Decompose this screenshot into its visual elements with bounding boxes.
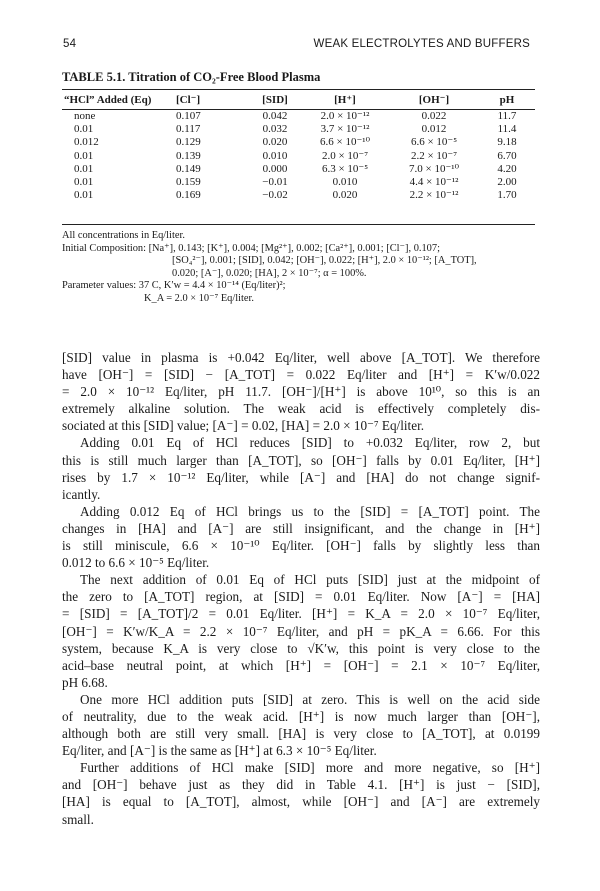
- body-line: and [OH⁻] behave just as they did in Table 4.1. [H⁺] is just − [SID],: [62, 777, 540, 793]
- cell-hcl-added: 0.012: [74, 136, 99, 149]
- body-line: although both are still very small. [HA] is very close to [A_TOT], at 0.0199: [62, 726, 540, 742]
- body-line: have [OH⁻] = [SID] − [A_TOT] = 0.022 Eq/liter and [H⁺] = K′w/0.022: [62, 367, 540, 383]
- cell-oh: 2.2 × 10⁻⁷: [410, 149, 458, 162]
- cell-hcl-added: 0.01: [74, 176, 94, 189]
- table-note-line: 0.020; [A⁻], 0.020; [HA], 2 × 10⁻⁷; α = 100%.: [172, 267, 367, 279]
- table-note-line: Parameter values: 37 C, K′w = 4.4 × 10⁻¹⁴ (Eq/liter)²;: [62, 280, 286, 292]
- body-line: extremely alkaline solution. The weak acid is effectively completely dis-: [62, 401, 540, 417]
- table-bottom-rule: [62, 224, 535, 225]
- table-note-line: K_A = 2.0 × 10⁻⁷ Eq/liter.: [144, 292, 255, 304]
- cell-sid: 0.010: [262, 149, 288, 162]
- titration-table: [62, 92, 535, 202]
- cell-ph: 1.70: [497, 189, 517, 202]
- col-header-cl: [Cl⁻]: [174, 92, 249, 110]
- body-line: the zero to [A_TOT] region, at [SID] = 0.01 Eq/liter. Now [A⁻] = [HA]: [62, 589, 540, 605]
- cell-h: 6.3 × 10⁻⁵: [321, 162, 369, 175]
- cell-ph: 6.70: [497, 149, 517, 162]
- table-header-row: [62, 92, 535, 110]
- cell-oh: 2.2 × 10⁻¹²: [409, 189, 459, 202]
- cell-h: 2.0 × 10⁻¹²: [320, 110, 370, 122]
- body-line: system, because K_A is very close to √K′w, this point is very close to the: [62, 640, 540, 656]
- cell-hcl-added: 0.01: [74, 162, 94, 175]
- body-line: acid–base neutral point, at which [H⁺] = [OH⁻] = 2.1 × 10⁻⁷ Eq/liter,: [62, 657, 540, 673]
- col-header-oh: [OH⁻]: [389, 92, 479, 110]
- cell-sid: 0.000: [262, 162, 288, 175]
- col-header-hcl-added: “HCl” Added (Eq): [62, 92, 174, 110]
- table-title: TABLE 5.1. Titration of CO₂-Free Blood Plasma: [62, 70, 321, 84]
- table-note-line: [SO₄²⁻], 0.001; [SID], 0.042; [OH⁻], 0.022; [H⁺], 2.0 × 10⁻¹²; [A_TOT],: [172, 255, 477, 267]
- cell-sid: 0.020: [262, 136, 288, 149]
- cell-hcl-added: 0.01: [74, 123, 94, 136]
- running-head: WEAK ELECTROLYTES AND BUFFERS: [313, 38, 530, 50]
- body-line: = [SID] = [A_TOT]/2 = 0.01 Eq/liter. [H⁺] = K_A = 2.0 × 10⁻⁷ Eq/liter,: [62, 606, 540, 622]
- table-row: [62, 123, 535, 136]
- cell-oh: 0.012: [421, 123, 447, 136]
- cell-cl: 0.149: [176, 162, 201, 175]
- table-row: [62, 189, 535, 202]
- body-line: icantly.: [62, 486, 101, 502]
- body-line: [HA] is equal to [A_TOT], almost, while [OH⁻] and [A⁻] are extremely: [62, 794, 540, 810]
- col-header-ph: pH: [479, 92, 535, 110]
- cell-h: 3.7 × 10⁻¹²: [320, 123, 370, 136]
- body-line: is still miniscule, 6.6 × 10⁻¹⁰ Eq/liter. [OH⁻] falls by slightly less than: [62, 538, 540, 554]
- cell-ph: 2.00: [497, 176, 517, 189]
- cell-cl: 0.129: [176, 136, 201, 149]
- cell-ph: 4.20: [497, 162, 517, 175]
- table-row: [62, 110, 535, 124]
- cell-ph: 11.4: [497, 123, 517, 136]
- body-line: Adding 0.012 Eq of HCl brings us to the [SID] = [A_TOT] point. The: [80, 503, 540, 519]
- cell-cl: 0.169: [176, 189, 201, 202]
- body-line: sociated at this [SID] value; [A⁻] = 0.02, [HA] = 2.0 × 10⁻⁷ Eq/liter.: [62, 418, 425, 434]
- table-row: [62, 136, 535, 149]
- cell-cl: 0.117: [176, 123, 201, 136]
- body-paragraph: [62, 434, 540, 502]
- cell-oh: 4.4 × 10⁻¹²: [409, 176, 459, 189]
- table-top-rule: [62, 89, 535, 90]
- body-line: [SID] value in plasma is +0.042 Eq/liter, well above [A_TOT]. We therefore: [62, 350, 540, 365]
- body-paragraph: [62, 759, 540, 827]
- body-paragraph: [62, 349, 540, 434]
- cell-oh: 6.6 × 10⁻⁵: [410, 136, 458, 149]
- col-header-sid: [SID]: [249, 92, 301, 110]
- body-line: Eq/liter, and [A⁻] is the same as [H⁺] at 6.3 × 10⁻⁵ Eq/liter.: [62, 743, 377, 759]
- cell-cl: 0.139: [176, 149, 201, 162]
- table-body: [62, 110, 535, 203]
- cell-h: 0.010: [332, 176, 358, 189]
- page-number: 54: [63, 38, 77, 50]
- cell-h: 6.6 × 10⁻¹⁰: [320, 136, 370, 149]
- cell-oh: 0.022: [421, 110, 447, 122]
- body-line: One more HCl addition puts [SID] at zero. This is well on the acid side: [80, 691, 540, 707]
- body-line: [OH⁻] = K′w/K_A = 2.2 × 10⁻⁷ Eq/liter, and pH = pK_A = 6.66. For this: [62, 623, 540, 639]
- body-line: small.: [62, 811, 94, 827]
- table-row: [62, 163, 535, 176]
- body-paragraph: [62, 503, 540, 571]
- cell-ph: 9.18: [497, 136, 517, 149]
- cell-cl: 0.159: [176, 176, 201, 189]
- col-header-h: [H⁺]: [301, 92, 389, 110]
- table-row: [62, 176, 535, 189]
- cell-h: 0.020: [332, 189, 358, 202]
- body-paragraph: [62, 691, 540, 759]
- body-paragraph: [62, 571, 540, 691]
- cell-sid: −0.02: [262, 189, 288, 202]
- body-line: The next addition of 0.01 Eq of HCl puts [SID] just at the midpoint of: [80, 572, 540, 588]
- cell-h: 2.0 × 10⁻⁷: [321, 149, 369, 162]
- cell-cl: 0.107: [176, 110, 201, 122]
- body-text: [62, 349, 540, 828]
- body-line: rises by 1.7 × 10⁻¹² Eq/liter, while [A⁻] and [HA] do not change signif-: [62, 469, 540, 485]
- cell-sid: 0.032: [262, 123, 288, 136]
- table-row: [62, 150, 535, 163]
- body-line: 0.012 to 6.6 × 10⁻⁵ Eq/liter.: [62, 555, 210, 571]
- cell-oh: 7.0 × 10⁻¹⁰: [409, 162, 459, 175]
- cell-ph: 11.7: [497, 110, 517, 122]
- table-note-line: Initial Composition: [Na⁺], 0.143; [K⁺], 0.004; [Mg²⁺], 0.002; [Ca²⁺], 0.001; [Cl⁻], 0.107;: [62, 242, 440, 254]
- body-line: pH 6.68.: [62, 674, 108, 690]
- cell-hcl-added: none: [74, 110, 96, 122]
- table-note-line: All concentrations in Eq/liter.: [62, 230, 185, 241]
- body-line: changes in [HA] and [A⁻] are still insignificant, and the change in [H⁺]: [62, 520, 540, 536]
- table-notes: [62, 230, 542, 306]
- cell-sid: 0.042: [262, 110, 288, 122]
- body-line: this is still much larger than [A_TOT], so [OH⁻] falls by 0.01 Eq/liter, [H⁺]: [62, 452, 540, 468]
- cell-hcl-added: 0.01: [74, 189, 94, 202]
- cell-hcl-added: 0.01: [74, 149, 94, 162]
- body-line: = 2.0 × 10⁻¹² Eq/liter, pH 11.7. [OH⁻]/[H⁺] is above 10¹⁰, so this is an: [62, 384, 540, 400]
- cell-sid: −0.01: [262, 176, 288, 189]
- body-line: of neutrality, due to the weak acid. [H⁺] is now much larger than [OH⁻],: [62, 708, 540, 724]
- body-line: Further additions of HCl make [SID] more and more negative, so [H⁺]: [80, 760, 540, 776]
- body-line: Adding 0.01 Eq of HCl reduces [SID] to +0.032 Eq/liter, row 2, but: [80, 435, 540, 451]
